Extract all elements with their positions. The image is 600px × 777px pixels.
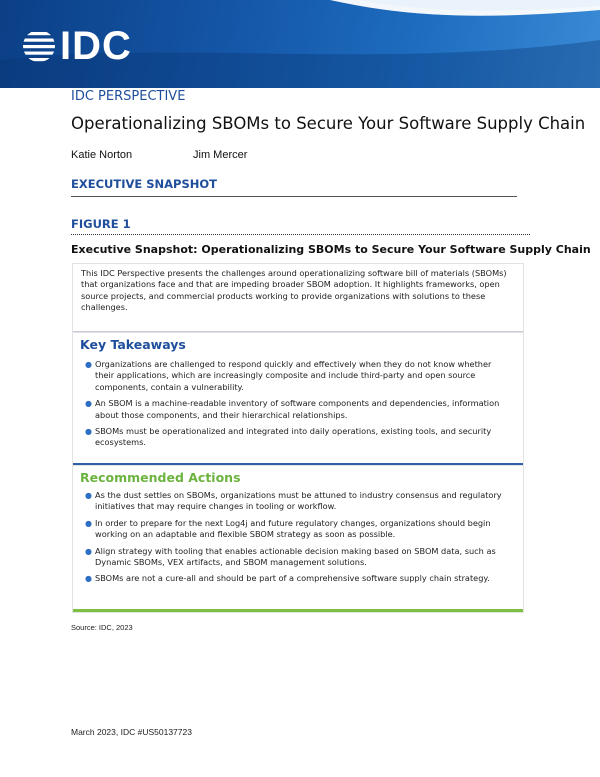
list-item: [73, 518, 513, 541]
list-item-text: SBOMs must be operationalized and integrated into daily operations, existing tools, and security ecosystems.: [95, 426, 492, 448]
key-takeaways-box: [73, 333, 523, 466]
list-item-text: In order to prepare for the next Log4j and future regulatory changes, organizations should begin working on an adaptable and flexible SBOM strategy as soon as possible.: [95, 517, 491, 540]
author-name: Jim Mercer: [193, 149, 248, 161]
idc-logo: [22, 26, 132, 66]
globe-stripes-icon: [22, 29, 56, 63]
bullet-icon: ●: [85, 491, 92, 500]
key-takeaways-list: [73, 359, 513, 454]
figure-divider: [71, 234, 530, 235]
bullet-icon: ●: [85, 518, 92, 528]
bullet-icon: ●: [85, 399, 92, 409]
list-item-text: Organizations are challenged to respond quickly and effectively when they do not know whether their applications, which are increasingly composite and include third-party and open source components, contain a vulnerability.: [95, 359, 492, 392]
list-item: [73, 573, 513, 584]
author-name: Katie Norton: [71, 149, 133, 161]
list-item-text: As the dust settles on SBOMs, organizations must be attuned to industry consensus and regulatory initiatives that may require changes in tooling or workflow.: [95, 490, 502, 512]
list-item: [73, 359, 513, 393]
figure-title: Executive Snapshot: Operationalizing SBOMs to Secure Your Software Supply Chain: [71, 243, 591, 256]
key-takeaways-heading: Key Takeaways: [80, 337, 186, 352]
logo-text: IDC: [60, 24, 132, 68]
header-banner: [0, 0, 600, 88]
list-item: [73, 398, 513, 421]
section-heading: EXECUTIVE SNAPSHOT: [71, 177, 218, 191]
recommended-actions-list: [73, 490, 513, 590]
recommended-actions-box: [73, 466, 523, 612]
list-item-text: An SBOM is a machine-readable inventory of software components and dependencies, information about those components, and their hierarchical relationships.: [95, 398, 500, 420]
list-item-text: SBOMs are not a cure-all and should be part of a comprehensive software supply chain strategy.: [95, 573, 490, 584]
list-item: [73, 546, 513, 569]
bullet-icon: ●: [85, 546, 92, 556]
section-divider: [71, 196, 517, 197]
page-footer: March 2023, IDC #US50137723: [71, 727, 192, 737]
list-item-text: Align strategy with tooling that enables actionable decision making based on SBOM data, such as Dynamic SBOMs, VEX artifacts, and SBOM management solutions.: [95, 545, 496, 568]
bullet-icon: ●: [85, 360, 92, 369]
intro-text: This IDC Perspective presents the challenges around operationalizing software bill of materials (SBOMs) that organizations face and that are impeding broader SBOM adoption. It highlights frameworks, open source projects, and commercial products working to provide organizations with solutions to these challenges.: [81, 268, 507, 313]
document-title: Operationalizing SBOMs to Secure Your Software Supply Chain: [71, 114, 586, 133]
perspective-label: IDC PERSPECTIVE: [71, 89, 186, 104]
intro-box: [73, 264, 523, 333]
figure-label: FIGURE 1: [71, 217, 131, 231]
source-note: Source: IDC, 2023: [71, 623, 133, 632]
list-item: [73, 490, 513, 513]
list-item: [73, 426, 513, 449]
bullet-icon: ●: [85, 427, 92, 437]
bullet-icon: ●: [85, 574, 92, 584]
recommended-actions-heading: Recommended Actions: [80, 470, 241, 485]
